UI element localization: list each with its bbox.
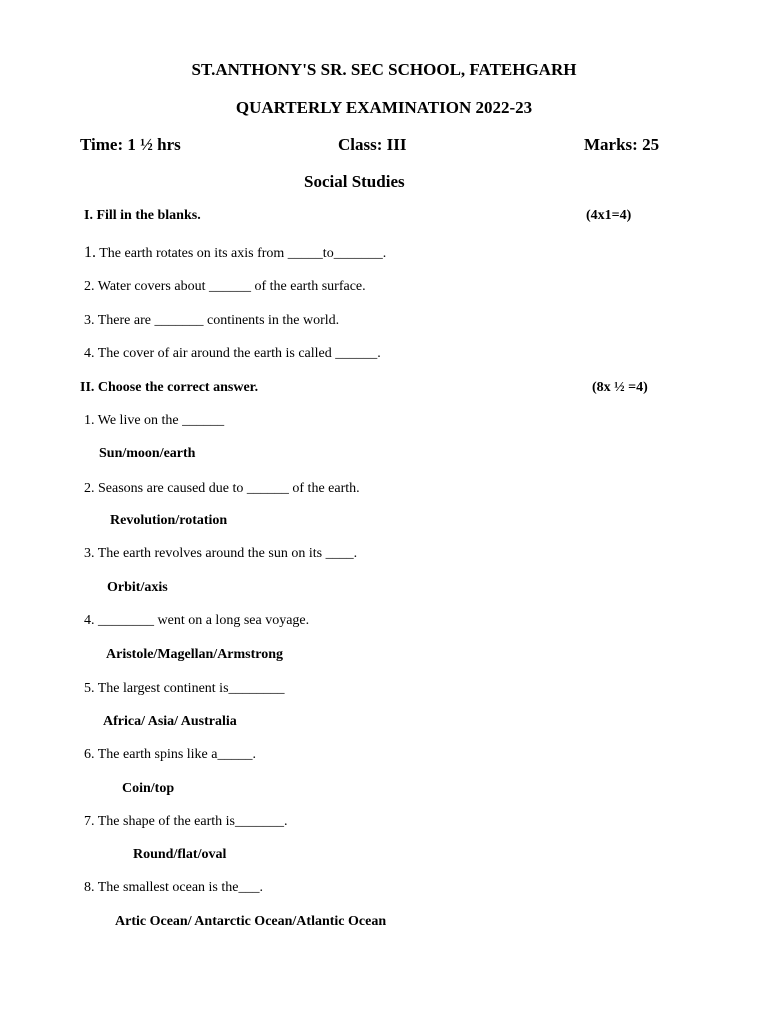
fill-question-3: [84, 313, 339, 329]
question-number: 4.: [84, 346, 95, 361]
mcq-options-1: Sun/moon/earth: [99, 446, 196, 461]
fill-question-4: [84, 346, 381, 362]
section-2-marks: (8x ½ =4): [592, 380, 648, 395]
mcq-options-5: Africa/ Asia/ Australia: [103, 714, 237, 729]
mcq-question-4: 4. ________ went on a long sea voyage.: [84, 613, 310, 628]
question-text: Water covers about ______ of the earth surface.: [94, 279, 366, 294]
fill-question-1: [84, 244, 386, 262]
question-text: There are _______ continents in the world.: [94, 313, 340, 328]
mcq-question-6: 6. The earth spins like a_____.: [84, 747, 256, 762]
exam-time: Time: 1 ½ hrs: [80, 135, 181, 154]
question-text: The earth rotates on its axis from _____to_______.: [96, 246, 387, 261]
question-number: 2.: [84, 279, 95, 294]
mcq-question-8: 8. The smallest ocean is the___.: [84, 880, 263, 895]
section-1-title: I. Fill in the blanks.: [84, 208, 201, 223]
mcq-question-2: 2. Seasons are caused due to ______ of the earth.: [84, 481, 360, 496]
mcq-question-7: 7. The shape of the earth is_______.: [84, 814, 288, 829]
mcq-question-3: 3. The earth revolves around the sun on its ____.: [84, 546, 358, 561]
school-name: ST.ANTHONY'S SR. SEC SCHOOL, FATEHGARH: [191, 60, 577, 79]
fill-question-2: [84, 279, 366, 295]
mcq-options-3: Orbit/axis: [107, 580, 168, 595]
question-number: 3.: [84, 313, 95, 328]
question-text: The cover of air around the earth is called ______.: [94, 346, 381, 361]
exam-marks: Marks: 25: [584, 135, 660, 154]
mcq-options-2: Revolution/rotation: [110, 513, 228, 528]
section-1-marks: (4x1=4): [586, 208, 632, 223]
exam-title: QUARTERLY EXAMINATION 2022-23: [235, 98, 533, 117]
question-number: 1.: [84, 244, 96, 261]
mcq-question-5: 5. The largest continent is________: [84, 681, 285, 696]
mcq-question-1: 1. We live on the ______: [84, 413, 225, 428]
mcq-options-6: Coin/top: [122, 781, 175, 796]
exam-class: Class: III: [338, 135, 407, 154]
section-2-title: II. Choose the correct answer.: [80, 380, 259, 395]
mcq-options-4: Aristole/Magellan/Armstrong: [106, 647, 284, 662]
mcq-options-8: Artic Ocean/ Antarctic Ocean/Atlantic Ocean: [115, 914, 387, 929]
mcq-options-7: Round/flat/oval: [133, 847, 227, 862]
subject-title: Social Studies: [304, 172, 405, 191]
